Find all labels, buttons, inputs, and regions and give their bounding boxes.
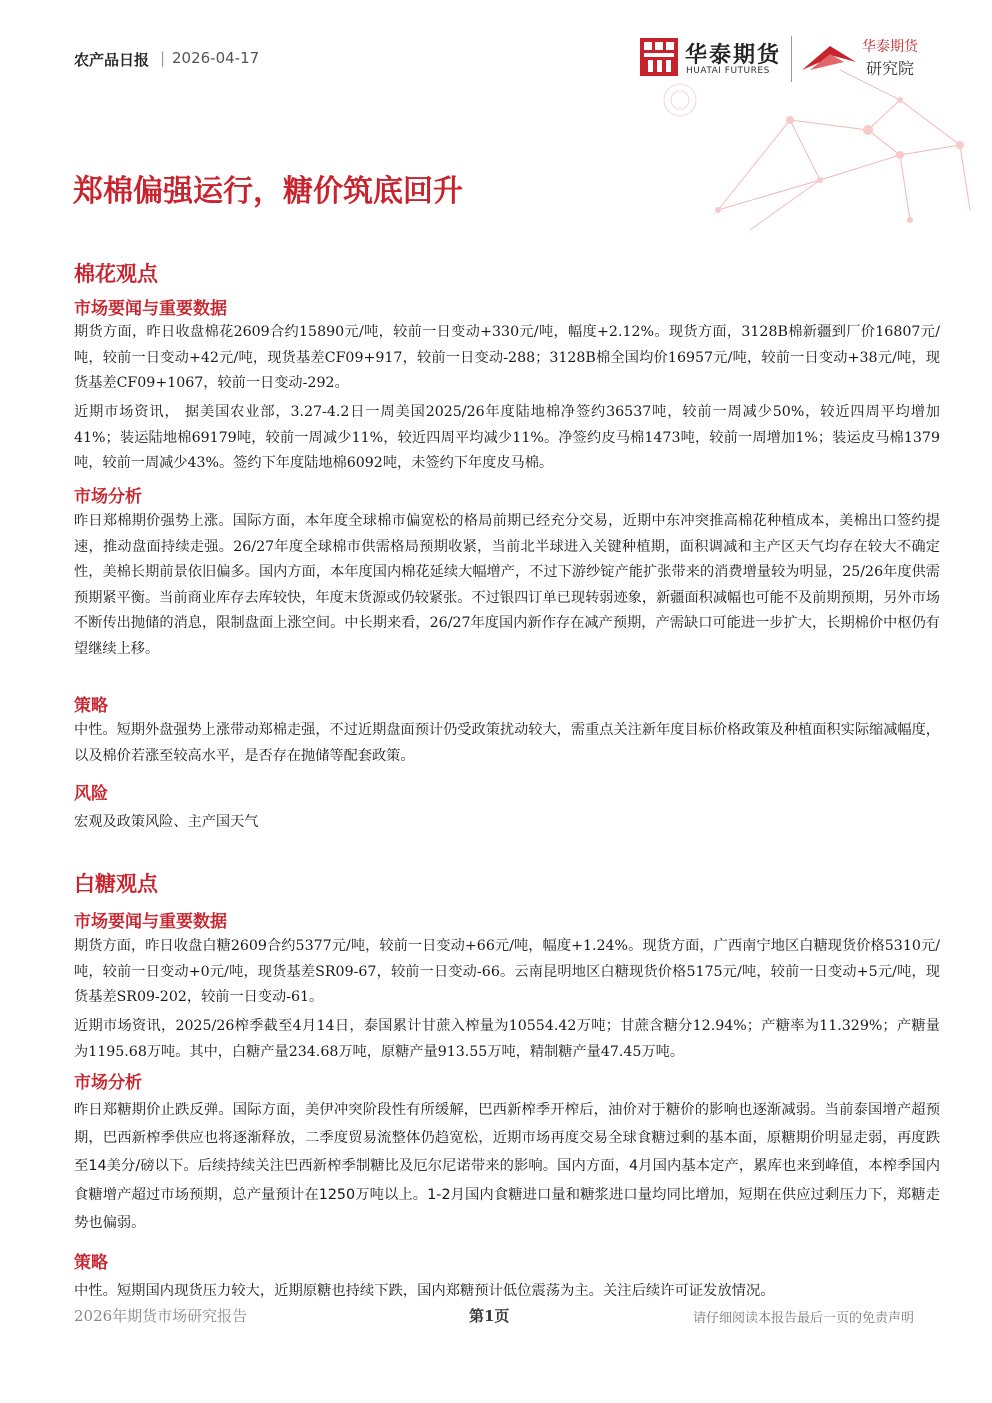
cotton-news-heading: 市场要闻与重要数据 — [74, 299, 227, 319]
report-title: 郑棉偏强运行，糖价筑底回升 — [73, 174, 463, 209]
cotton-section-heading: 棉花观点 — [74, 262, 158, 286]
cotton-analysis-heading: 市场分析 — [74, 487, 142, 507]
institute-name-line2: 研究院 — [866, 59, 915, 78]
sugar-strategy-paragraph: 中性。短期国内现货压力较大，近期原糖也持续下跌，国内郑糖预计低位震荡为主。关注后续许可证发放情况。 — [74, 1283, 775, 1299]
cotton-news-info-paragraph: 近期市场资讯， 据美国农业部，3.27-4.2日一周美国2025/26年度陆地棉净签约36537吨，较前一周减少50%，较近四周平均增加41%；装运陆地棉69179吨，较前一周减少11%，较近四周平均减少11%。净签约皮马棉1473吨，较前一周增加1%；装运皮马棉1379吨，较前一周减少43%。签约下年度陆地棉6092吨，未签约下年度皮马棉。 — [74, 404, 940, 471]
header-separator: | — [160, 49, 166, 67]
sugar-news-futures-paragraph: 期货方面，昨日收盘白糖2609合约5377元/吨，较前一日变动+66元/吨，幅度+1.24%。现货方面，广西南宁地区白糖现货价格5310元/吨，较前一日变动+0元/吨，现货基差SR09-67，较前一日变动-66。云南昆明地区白糖现货价格5175元/吨，较前一日变动+5元/吨，现货基差SR09-202，较前一日变动-61。 — [74, 938, 940, 1005]
network-graphic-background — [600, 60, 992, 240]
doc-type: 农产品日报 — [74, 51, 150, 69]
sugar-strategy-heading: 策略 — [74, 1253, 108, 1273]
cotton-risk-paragraph: 宏观及政策风险、主产国天气 — [74, 814, 259, 830]
cotton-analysis-paragraph: 昨日郑棉期价强势上涨。国际方面，本年度全球棉市偏宽松的格局前期已经充分交易，近期中东冲突推高棉花种植成本，美棉出口签约提速，推动盘面持续走强。26/27年度全球棉市供需格局预期收紧，当前北半球进入关键种植期，面积调减和主产区天气均存在较大不确定性，美棉长期前景依旧偏多。国内方面，本年度国内棉花延续大幅增产，不过下游纱锭产能扩张带来的消费增量较为明显，25/26年度供需预期紧平衡。当前商业库存去库较快，年度末货源或仍较紧张。不过银四订单已现转弱迹象，新疆面积减幅也可能不及前期预期，另外市场不断传出抛储的消息，限制盘面上涨空间。中长期来看，26/27年度国内新作存在减产预期，产需缺口可能进一步扩大，长期棉价中枢仍有望继续上移。 — [74, 513, 940, 657]
sugar-analysis-paragraph: 昨日郑糖期价止跌反弹。国际方面，美伊冲突阶段性有所缓解，巴西新榨季开榨后，油价对于糖价的影响也逐渐减弱。当前泰国增产超预期，巴西新榨季供应也将逐渐释放，二季度贸易流整体仍趋宽松，近期市场再度交易全球食糖过剩的基本面，原糖期价明显走弱，再度跌至14美分/磅以下。后续持续关注巴西新榨季制糖比及厄尔尼诺带来的影响。国内方面，4月国内基本定产，累库也来到峰值，本榨季国内食糖增产超过市场预期，总产量预计在1250万吨以上。1-2月国内食糖进口量和糖浆进口量均同比增加，短期在供应过剩压力下，郑糖走势也偏弱。 — [74, 1102, 940, 1231]
disclaimer-notice: 请仔细阅读本报告最后一页的免责声明 — [692, 1311, 914, 1326]
cotton-strategy-heading: 策略 — [74, 696, 108, 716]
cotton-strategy-paragraph: 中性。短期外盘强势上涨带动郑棉走强，不过近期盘面预计仍受政策扰动较大，需重点关注新年度目标价格政策及种植面积实际缩减幅度，以及棉价若涨至较高水平，是否存在抛储等配套政策。 — [74, 722, 940, 764]
logo-english-name: HUATAI FUTURES — [686, 66, 770, 76]
sugar-news-heading: 市场要闻与重要数据 — [74, 912, 227, 932]
logo-chinese-name: 华泰期货 — [685, 43, 782, 68]
institute-name-line1: 华泰期货 — [862, 39, 918, 55]
footer-report-series: 2026年期货市场研究报告 — [74, 1307, 248, 1325]
report-date: 2026-04-17 — [172, 49, 260, 67]
sugar-news-info-paragraph: 近期市场资讯，2025/26榨季截至4月14日，泰国累计甘蔗入榨量为10554.42万吨；甘蔗含糖分12.94%；产糖率为11.329%；产糖量为1195.68万吨。其中，白糖产量234.68万吨，原糖产量913.55万吨，精制糖产量47.45万吨。 — [74, 1018, 940, 1060]
page-number: 第1页 — [469, 1307, 510, 1325]
sugar-section-heading: 白糖观点 — [74, 872, 158, 896]
cotton-news-futures-paragraph: 期货方面，昨日收盘棉花2609合约15890元/吨，较前一日变动+330元/吨，幅度+2.12%。现货方面，3128B棉新疆到厂价16807元/吨，较前一日变动+42元/吨，现货基差CF09+917，较前一日变动-288；3128B棉全国均价16957元/吨，较前一日变动+38元/吨，现货基差CF09+1067，较前一日变动-292。 — [74, 324, 940, 391]
sugar-analysis-heading: 市场分析 — [74, 1073, 142, 1093]
cotton-risk-heading: 风险 — [74, 784, 108, 804]
